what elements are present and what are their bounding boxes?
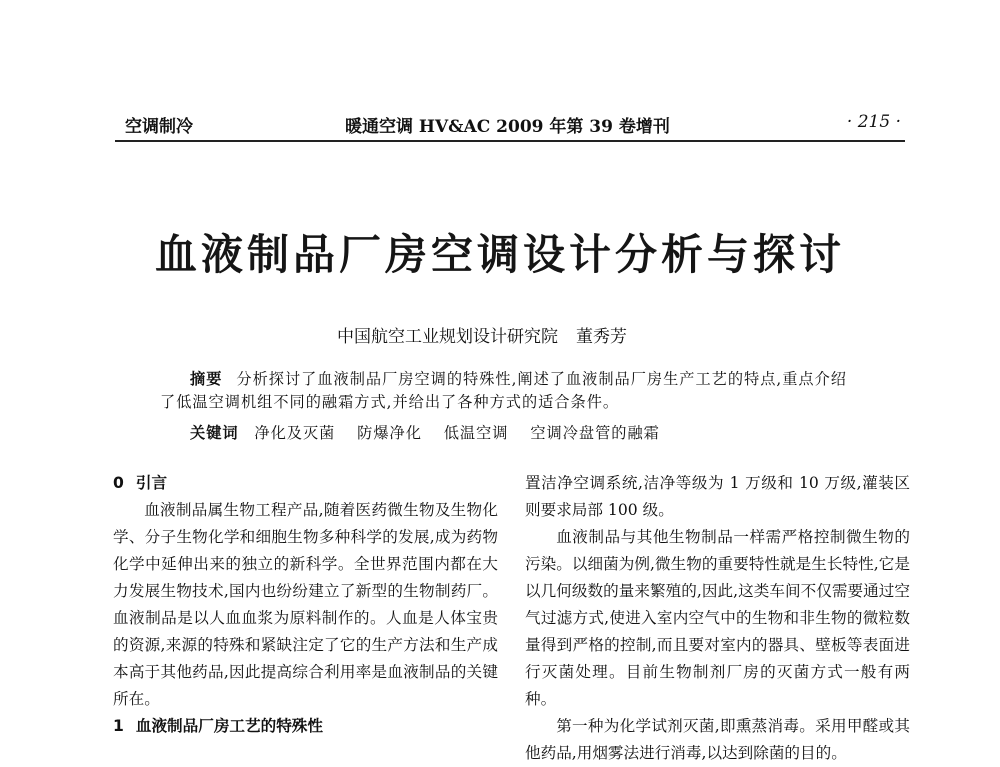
section-number: 1 [113,717,124,735]
keyword-item: 净化及灭菌 [254,424,336,442]
author-line [337,322,627,347]
header-section-label: 空调制冷 [125,117,193,137]
abstract [160,368,860,414]
sterilization-paragraph: 血液制品与其他生物制品一样需严格控制微生物的污染。以细菌为例,微生物的重要特性就是生长特性,它是以几何级数的量来繁殖的,因此,这类车间不仅需要通过空气过滤方式,使进入室内空气中的生物和非生物的微粒数量得到严格的控制,而且要对室内的器具、壁板等表面进行灭菌处理。目前生物制剂厂房的灭菌方式一般有两种。 [525,528,910,708]
section-title: 血液制品厂房工艺的特殊性 [135,717,323,735]
keyword-item: 空调冷盘管的融霜 [530,424,660,442]
intro-paragraph: 血液制品属生物工程产品,随着医药微生物及生物化学、分子生物化学和细胞生物多种科学的发展,成为药物化学中延伸出来的独立的新科学。全世界范围内都在大力发展生物技术,国内也纷纷建立了新型的生物制药厂。血液制品是以人血血浆为原料制作的。人血是人体宝贵的资源,来源的特殊和紧缺注定了它的生产方法和生产成本高于其他药品,因此提高综合利用率是血液制品的关键所在。 [113,501,498,708]
keyword-item: 防爆净化 [357,424,422,442]
header-divider [115,140,905,142]
abstract-text: 分析探讨了血液制品厂房空调的特殊性,阐述了血液制品厂房生产工艺的特点,重点介绍了低温空调机组不同的融霜方式,并给出了各种方式的适合条件。 [160,370,847,411]
section-heading-0 [113,470,498,497]
continued-paragraph: 置洁净空调系统,洁净等级为 1 万级和 10 万级,灌装区则要求局部 100 级。 [525,474,910,519]
keyword-item: 低温空调 [443,424,509,442]
header-page-number: · 215 · [846,112,901,132]
right-column [525,470,910,767]
running-header [115,112,905,138]
left-column [113,470,498,740]
author-affiliation: 中国航空工业规划设计研究院 [337,327,558,347]
keywords-label: 关键词 [190,424,239,442]
chemical-sterilization-paragraph: 第一种为化学试剂灭菌,即熏蒸消毒。采用甲醛或其他药品,用烟雾法进行消毒,以达到除菌的目的。 [525,717,910,762]
paper-title: 血液制品厂房空调设计分析与探讨 [154,230,845,279]
header-journal-label: 暖通空调 HV&AC 2009 年第 39 卷增刊 [345,117,670,137]
author-name: 董秀芳 [576,327,627,347]
section-number: 0 [113,474,124,492]
keywords [190,422,676,443]
section-title: 引言 [135,474,168,492]
section-heading-1 [113,713,498,740]
abstract-label: 摘要 [190,370,223,388]
